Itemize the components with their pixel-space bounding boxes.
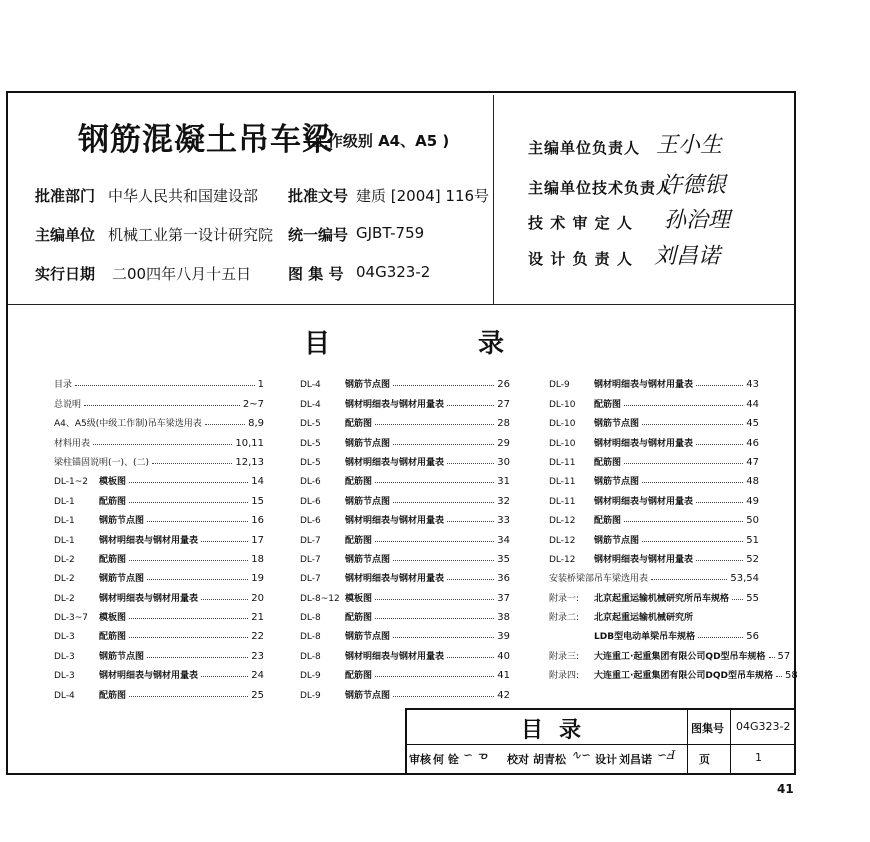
responsible-label-2: 主编单位技术负责人	[528, 179, 673, 197]
toc-entry-code: DL-8	[300, 632, 321, 643]
toc-entry-page: 50	[746, 515, 759, 527]
tb-divider-v2	[730, 710, 731, 773]
toc-entry-leader	[393, 444, 494, 445]
signature-4: 刘昌诺	[654, 244, 721, 269]
toc-entry	[54, 487, 264, 506]
toc-entry-code: DL-11	[549, 496, 576, 507]
toc-entry-name: 钢材明细表与钢材用量表	[345, 574, 445, 585]
toc-entry-page: 25	[251, 689, 264, 701]
toc-entry-page: 15	[251, 495, 264, 507]
toc-entry-leader	[393, 696, 494, 697]
toc-entry-page: 58	[785, 670, 798, 682]
toc-entry	[300, 487, 510, 506]
toc-entry-code: DL-12	[549, 516, 576, 527]
toc-entry	[300, 429, 510, 448]
toc-entry-leader	[129, 618, 248, 619]
toc-entry-code: DL-5	[300, 438, 321, 449]
toc-entry-code: DL-10	[549, 419, 576, 430]
toc-entry-leader	[696, 444, 743, 445]
toc-entry-code: 总说明	[54, 399, 82, 410]
toc-entry-page: 18	[251, 553, 264, 565]
toc-entry-name: 配筋图	[594, 457, 622, 468]
document-subtitle: (工作级别 A4、A5 )	[306, 132, 450, 150]
toc-entry-page: 57	[777, 650, 791, 662]
toc-entry	[54, 468, 264, 487]
toc-entry	[549, 468, 759, 487]
toc-entry	[300, 449, 510, 468]
signature-3: 孙治理	[664, 208, 731, 233]
tb-design-label: 设计	[595, 753, 617, 766]
responsible-label-4: 设 计 负 责 人	[528, 250, 633, 268]
toc-entry	[300, 526, 510, 545]
toc-entry	[549, 584, 759, 603]
toc-entry-leader	[393, 637, 494, 638]
toc-entry-name: 钢材明细表与钢材用量表	[345, 651, 445, 662]
toc-entry-page: 26	[497, 379, 510, 391]
toc-entry-code: 材料用表	[54, 438, 91, 449]
toc-entry-code: DL-9	[300, 671, 321, 682]
toc-entry-page: 53,54	[730, 573, 759, 585]
tb-check-name: 胡青松	[533, 753, 566, 766]
toc-entry	[54, 642, 264, 661]
toc-entry-leader	[375, 482, 494, 483]
toc-entry-name: 钢筋节点图	[345, 380, 391, 391]
tb-atlas-value: 04G323-2	[736, 720, 791, 733]
toc-entry-code: 附录一:	[549, 593, 580, 604]
toc-entry-leader	[447, 657, 494, 658]
toc-entry-code: DL-7	[300, 535, 321, 546]
toc-entry-name: 大连重工·起重集团有限公司DQD型吊车规格	[594, 671, 774, 682]
toc-entry-leader	[732, 599, 743, 600]
toc-entry-leader	[698, 637, 743, 638]
toc-heading-left: 目	[304, 329, 331, 359]
unified-no-value: GJBT-759	[356, 224, 425, 242]
toc-entry-code: DL-10	[549, 399, 576, 410]
toc-entry-page: 48	[746, 476, 759, 488]
toc-entry	[300, 371, 510, 390]
toc-entry-code: 附录三:	[549, 651, 580, 662]
title-block	[405, 708, 794, 773]
toc-entry-leader	[696, 502, 743, 503]
toc-entry	[300, 642, 510, 661]
toc-entry-leader	[375, 541, 494, 542]
toc-entry-leader	[129, 637, 248, 638]
toc-entry	[54, 390, 264, 409]
toc-entry-name: 配筋图	[345, 671, 373, 682]
toc-entry-code: 梁柱锚固说明(一)、(二)	[54, 457, 150, 468]
toc-entry-code: DL-2	[54, 574, 75, 585]
toc-entry	[300, 584, 510, 603]
toc-entry-page: 19	[251, 573, 264, 585]
tb-title-right: 录	[559, 718, 582, 743]
toc-entry-page: 16	[251, 515, 264, 527]
toc-entry-name: 配筋图	[345, 419, 373, 430]
toc-entry-name: 大连重工·起重集团有限公司QD型吊车规格	[594, 651, 766, 662]
toc-entry-name: 配筋图	[99, 690, 127, 701]
toc-entry-name: 配筋图	[99, 554, 127, 565]
toc-entry-code: DL-12	[549, 535, 576, 546]
toc-entry	[300, 507, 510, 526]
unified-no-label: 统一编号	[288, 226, 349, 244]
toc-entry-leader	[651, 579, 727, 580]
toc-entry-page: 36	[497, 573, 510, 585]
toc-entry-page: 55	[746, 592, 759, 604]
toc-entry-code: DL-2	[54, 554, 75, 565]
toc-entry-leader	[393, 560, 494, 561]
toc-entry	[54, 429, 264, 448]
toc-entry	[54, 371, 264, 390]
toc-entry	[54, 410, 264, 429]
toc-entry-code: DL-10	[549, 438, 576, 449]
responsible-label-1: 主编单位负责人	[528, 139, 641, 157]
effective-date-value: 二00四年八月十五日	[112, 265, 252, 283]
toc-entry-name: 配筋图	[99, 632, 127, 643]
toc-entry-code: DL-2	[54, 593, 75, 604]
toc-entry-leader	[375, 676, 494, 677]
tb-divider-v1	[687, 710, 688, 773]
tb-check-signature: ∿∽	[571, 748, 592, 762]
toc-entry-page: 42	[497, 689, 510, 701]
toc-entry-leader	[642, 424, 743, 425]
toc-entry-leader	[769, 657, 775, 658]
toc-entry-name: 钢材明细表与钢材用量表	[594, 380, 694, 391]
toc-entry-leader	[147, 521, 248, 522]
toc-entry	[300, 410, 510, 429]
toc-entry-page: 34	[497, 534, 510, 546]
editor-unit-value: 机械工业第一设计研究院	[108, 226, 274, 244]
toc-entry-name: 模板图	[99, 477, 127, 488]
toc-entry	[549, 429, 759, 448]
toc-entry-page: 27	[497, 398, 510, 410]
toc-column-2	[300, 371, 510, 701]
toc-entry	[54, 449, 264, 468]
toc-entry-name: 北京起重运输机械研究所	[594, 613, 694, 624]
toc-entry-code: DL-1~2	[54, 477, 89, 488]
toc-entry-page: 35	[497, 553, 510, 565]
toc-entry-page: 2~7	[242, 398, 264, 410]
toc-entry	[54, 623, 264, 642]
toc-entry-leader	[696, 560, 743, 561]
toc-entry-code: DL-3	[54, 671, 75, 682]
toc-entry-page: 31	[497, 476, 510, 488]
toc-entry	[300, 623, 510, 642]
header-bottom-rule	[8, 304, 794, 305]
toc-entry-code: DL-8	[300, 651, 321, 662]
toc-entry	[300, 604, 510, 623]
toc-entry-leader	[447, 521, 494, 522]
toc-entry-code: 附录二:	[549, 613, 580, 624]
toc-entry	[549, 390, 759, 409]
toc-entry-name: 钢材明细表与钢材用量表	[594, 438, 694, 449]
toc-entry-leader	[375, 424, 494, 425]
approval-dept-label: 批准部门	[35, 187, 96, 205]
header-divider	[493, 95, 494, 304]
toc-entry-page: 41	[497, 670, 510, 682]
toc-entry-leader	[205, 424, 245, 425]
toc-entry	[300, 546, 510, 565]
toc-entry-code: DL-8	[300, 613, 321, 624]
toc-entry-code: DL-5	[300, 457, 321, 468]
page-number: 41	[777, 782, 794, 796]
toc-entry-code: DL-1	[54, 535, 75, 546]
toc-entry-name: 配筋图	[594, 399, 622, 410]
toc-entry-page: 33	[497, 515, 510, 527]
tb-page-value: 1	[755, 751, 762, 764]
toc-entry	[549, 662, 798, 682]
toc-entry-page: 32	[497, 495, 510, 507]
toc-entry-code: 附录四:	[549, 671, 580, 682]
toc-entry-name: 钢筋节点图	[345, 438, 391, 449]
toc-entry-code: 安装桥梁部吊车梁选用表	[549, 574, 649, 585]
toc-entry-code: DL-4	[54, 690, 75, 701]
toc-entry-leader	[375, 618, 494, 619]
toc-entry	[54, 681, 264, 700]
toc-entry-leader	[624, 521, 743, 522]
toc-entry-code: DL-4	[300, 380, 321, 391]
toc-entry-name: 钢筋节点图	[99, 651, 145, 662]
toc-entry	[300, 662, 510, 681]
toc-entry-name: 配筋图	[594, 516, 622, 527]
signature-1: 王小生	[656, 133, 723, 158]
toc-entry-leader	[129, 502, 248, 503]
toc-entry	[54, 662, 264, 681]
toc-entry	[549, 604, 759, 623]
toc-entry-name: 模板图	[99, 613, 127, 624]
atlas-no-label: 图 集 号	[288, 265, 344, 283]
toc-entry	[54, 584, 264, 603]
toc-entry	[54, 526, 264, 545]
toc-entry-leader	[129, 560, 248, 561]
toc-entry-name: 钢筋节点图	[345, 690, 391, 701]
toc-entry-page: 39	[497, 631, 510, 643]
toc-entry-page: 49	[746, 495, 759, 507]
toc-entry-leader	[447, 579, 494, 580]
toc-entry	[54, 604, 264, 623]
toc-entry-code: DL-3~7	[54, 613, 89, 624]
toc-entry	[300, 468, 510, 487]
toc-entry-code: DL-3	[54, 632, 75, 643]
toc-entry-name: 钢材明细表与钢材用量表	[594, 496, 694, 507]
toc-entry-page: 24	[251, 670, 264, 682]
toc-entry-leader	[147, 579, 248, 580]
toc-entry-leader	[696, 385, 743, 386]
toc-entry	[549, 507, 759, 526]
toc-entry-leader	[129, 696, 248, 697]
toc-entry-name: 配筋图	[345, 535, 373, 546]
toc-entry	[549, 546, 759, 565]
tb-review-label: 审核	[409, 753, 431, 766]
toc-entry-leader	[75, 385, 255, 386]
toc-entry	[549, 410, 759, 429]
toc-entry	[549, 623, 759, 642]
toc-entry-code: 目录	[54, 380, 73, 391]
toc-entry-name: 钢筋节点图	[345, 632, 391, 643]
toc-entry-name: 钢筋节点图	[345, 496, 391, 507]
tb-atlas-label: 图集号	[691, 722, 724, 735]
toc-entry	[300, 681, 510, 700]
toc-entry-leader	[447, 405, 494, 406]
toc-entry-name: 配筋图	[345, 613, 373, 624]
toc-entry-leader	[393, 385, 494, 386]
toc-entry-leader	[129, 482, 248, 483]
toc-entry-code: DL-11	[549, 457, 576, 468]
tb-page-label: 页	[699, 753, 710, 766]
toc-entry-page: 1	[257, 379, 264, 391]
toc-entry-name: 配筋图	[345, 477, 373, 488]
toc-entry-name: 钢筋节点图	[594, 419, 640, 430]
toc-entry-page: 8,9	[248, 418, 264, 430]
toc-entry-page: 37	[497, 592, 510, 604]
document-title: 钢筋混凝土吊车梁	[78, 122, 334, 158]
toc-entry-name: 钢材明细表与钢材用量表	[345, 457, 445, 468]
toc-entry-page: 28	[497, 418, 510, 430]
approval-doc-value: 建质 [2004] 116号	[356, 187, 490, 205]
toc-entry-leader	[447, 463, 494, 464]
effective-date-label: 实行日期	[35, 265, 96, 283]
toc-entry-leader	[84, 405, 240, 406]
toc-entry-leader	[93, 444, 232, 445]
toc-entry-leader	[624, 405, 743, 406]
toc-entry-code: A4、A5级(中级工作制)吊车梁选用表	[54, 419, 202, 430]
toc-entry-page: 20	[251, 592, 264, 604]
toc-entry	[549, 449, 759, 468]
toc-entry-leader	[201, 676, 248, 677]
toc-entry	[549, 526, 759, 545]
toc-entry-name: 钢筋节点图	[99, 516, 145, 527]
toc-entry-page: 21	[251, 612, 264, 624]
toc-entry-leader	[642, 482, 743, 483]
tb-design-signature: ∽Ⅎ	[657, 748, 676, 762]
toc-entry-leader	[147, 657, 248, 658]
toc-entry-page: 22	[251, 631, 264, 643]
approval-dept-value: 中华人民共和国建设部	[108, 187, 259, 205]
toc-entry-code: DL-5	[300, 419, 321, 430]
toc-entry-name: 模板图	[345, 593, 373, 604]
signature-2: 许德银	[660, 173, 727, 198]
approval-doc-label: 批准文号	[288, 187, 349, 205]
toc-entry-code: DL-11	[549, 477, 576, 488]
toc-entry-page: 17	[251, 534, 264, 546]
toc-entry-name: 钢材明细表与钢材用量表	[99, 593, 199, 604]
toc-entry-code: DL-1	[54, 496, 75, 507]
toc-entry	[300, 390, 510, 409]
tb-check-label: 校对	[507, 753, 529, 766]
toc-entry-page: 47	[746, 456, 759, 468]
toc-entry-leader	[375, 599, 494, 600]
toc-entry-name: 钢筋节点图	[345, 554, 391, 565]
toc-entry-page: 45	[746, 418, 759, 430]
toc-entry-leader	[776, 676, 782, 677]
toc-entry-name: LDB型电动单梁吊车规格	[594, 632, 696, 643]
toc-entry-page: 23	[251, 650, 264, 662]
tb-review-name: 何 铨	[433, 753, 459, 766]
toc-entry-leader	[624, 463, 743, 464]
toc-entry-leader	[393, 502, 494, 503]
toc-entry	[549, 642, 791, 662]
toc-entry-page: 44	[746, 398, 759, 410]
toc-entry-page: 51	[746, 534, 759, 546]
toc-entry-page: 56	[746, 631, 759, 643]
toc-entry-page: 10,11	[235, 437, 264, 449]
tb-title-left: 目	[521, 718, 544, 743]
toc-entry	[54, 546, 264, 565]
toc-entry-code: DL-9	[549, 380, 570, 391]
toc-entry-page: 46	[746, 437, 759, 449]
toc-entry-leader	[642, 541, 743, 542]
toc-entry-code: DL-1	[54, 516, 75, 527]
tb-divider-h	[407, 744, 794, 745]
toc-entry-name: 钢材明细表与钢材用量表	[345, 399, 445, 410]
toc-entry-page: 30	[497, 456, 510, 468]
toc-heading-right: 录	[478, 329, 505, 359]
toc-entry-leader	[152, 463, 232, 464]
toc-entry-name: 钢筋节点图	[594, 477, 640, 488]
toc-entry-name: 配筋图	[99, 496, 127, 507]
toc-entry-page: 38	[497, 612, 510, 624]
toc-entry-code: DL-3	[54, 651, 75, 662]
toc-entry-page: 52	[746, 553, 759, 565]
toc-entry-name: 钢材明细表与钢材用量表	[345, 516, 445, 527]
toc-entry-code: DL-12	[549, 554, 576, 565]
toc-entry-leader	[201, 541, 248, 542]
toc-entry-code: DL-8~12	[300, 593, 340, 604]
toc-entry-page: 43	[746, 379, 759, 391]
toc-entry-name: 北京起重运输机械研究所吊车规格	[594, 593, 730, 604]
responsible-label-3: 技 术 审 定 人	[528, 214, 633, 232]
toc-entry-page: 29	[497, 437, 510, 449]
toc-entry-code: DL-9	[300, 690, 321, 701]
toc-entry-code: DL-7	[300, 554, 321, 565]
toc-entry-page: 14	[251, 476, 264, 488]
toc-entry-leader	[201, 599, 248, 600]
tb-design-name: 刘昌诺	[619, 753, 652, 766]
toc-entry-name: 钢材明细表与钢材用量表	[594, 554, 694, 565]
toc-entry-name: 钢材明细表与钢材用量表	[99, 671, 199, 682]
toc-column-3	[549, 371, 798, 682]
toc-entry	[549, 371, 759, 390]
atlas-no-value: 04G323-2	[356, 263, 431, 281]
toc-entry-page: 40	[497, 650, 510, 662]
toc-entry	[549, 487, 759, 506]
tb-review-signature: ∽ ᓀ	[463, 748, 488, 762]
editor-unit-label: 主编单位	[35, 226, 96, 244]
toc-entry-name: 钢材明细表与钢材用量表	[99, 535, 199, 546]
toc-entry	[549, 565, 759, 584]
toc-entry-code: DL-4	[300, 399, 321, 410]
toc-entry	[54, 565, 264, 584]
toc-entry-name: 钢筋节点图	[594, 535, 640, 546]
toc-entry-code: DL-6	[300, 477, 321, 488]
toc-entry-name: 钢筋节点图	[99, 574, 145, 585]
toc-entry-code: DL-6	[300, 496, 321, 507]
toc-entry	[300, 565, 510, 584]
toc-entry-code: DL-6	[300, 516, 321, 527]
toc-entry-page: 12,13	[235, 456, 264, 468]
toc-column-1	[54, 371, 264, 701]
toc-entry	[54, 507, 264, 526]
toc-entry-code: DL-7	[300, 574, 321, 585]
